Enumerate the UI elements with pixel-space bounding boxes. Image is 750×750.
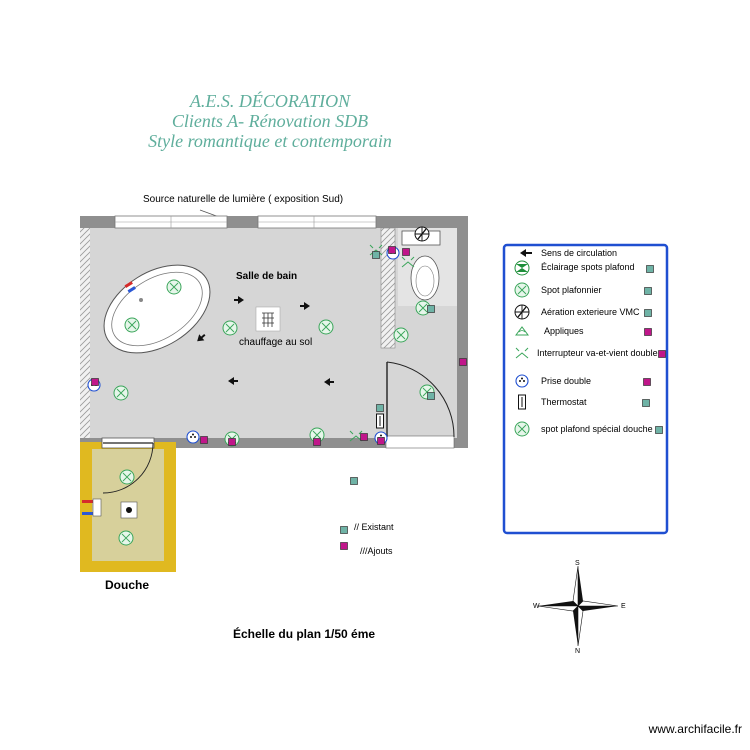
style-title: Style romantique et contemporain [148,131,392,151]
light-source-label: Source naturelle de lumière ( exposition Sud) [143,194,344,205]
scale-label: Échelle du plan 1/50 éme [233,627,376,641]
added-marker [201,437,208,444]
floor-heating-label: chauffage au sol [239,337,313,348]
wc-partition [381,228,395,348]
legend-label-socket: Prise double [541,376,592,386]
existing-marker [428,306,435,313]
existing-key-label: // Existant [354,522,394,532]
existing-marker [377,405,384,412]
compass-north: N [575,648,581,655]
existing-marker [351,478,358,485]
legend [504,245,667,533]
client-title: Clients A- Rénovation SDB [171,111,369,131]
existing-marker [373,252,380,259]
legend-label-switch: Interrupteur va-et-vient double [537,348,658,358]
legend-label-wall-lights: Appliques [544,326,584,336]
added-marker [389,247,396,254]
legend-label-circulation: Sens de circulation [541,248,618,258]
added-marker [460,359,467,366]
added-marker [92,379,99,386]
room-name: Salle de bain [236,271,298,282]
shower-mixer [93,499,101,516]
added-marker [229,439,236,446]
compass-south: S [575,560,580,567]
company-title: A.E.S. DÉCORATION [189,91,351,111]
legend-label-thermostat: Thermostat [541,397,587,407]
legend-label-spotlights: Éclairage spots plafond [541,262,635,272]
socket-icon [187,431,199,443]
door-opening [386,436,454,448]
left-wall-hatch [80,228,90,438]
added-key-label: ///Ajouts [360,546,393,556]
existing-marker [341,527,348,534]
shower-label: Douche [105,578,150,592]
legend-label-ceiling-spot: Spot plafonnier [541,285,602,295]
added-marker [361,434,368,441]
existing-marker [428,393,435,400]
watermark: www.archifacile.fr [648,722,742,736]
legend-label-vmc: Aération exterieure VMC [541,307,640,317]
legend-label-shower-spot: spot plafond spécial douche [541,424,653,434]
added-marker [314,439,321,446]
compass-rose [538,566,618,646]
added-marker [341,543,348,550]
added-marker [378,438,385,445]
added-marker [403,249,410,256]
compass-west: W [533,603,540,610]
compass-east: E [621,603,626,610]
